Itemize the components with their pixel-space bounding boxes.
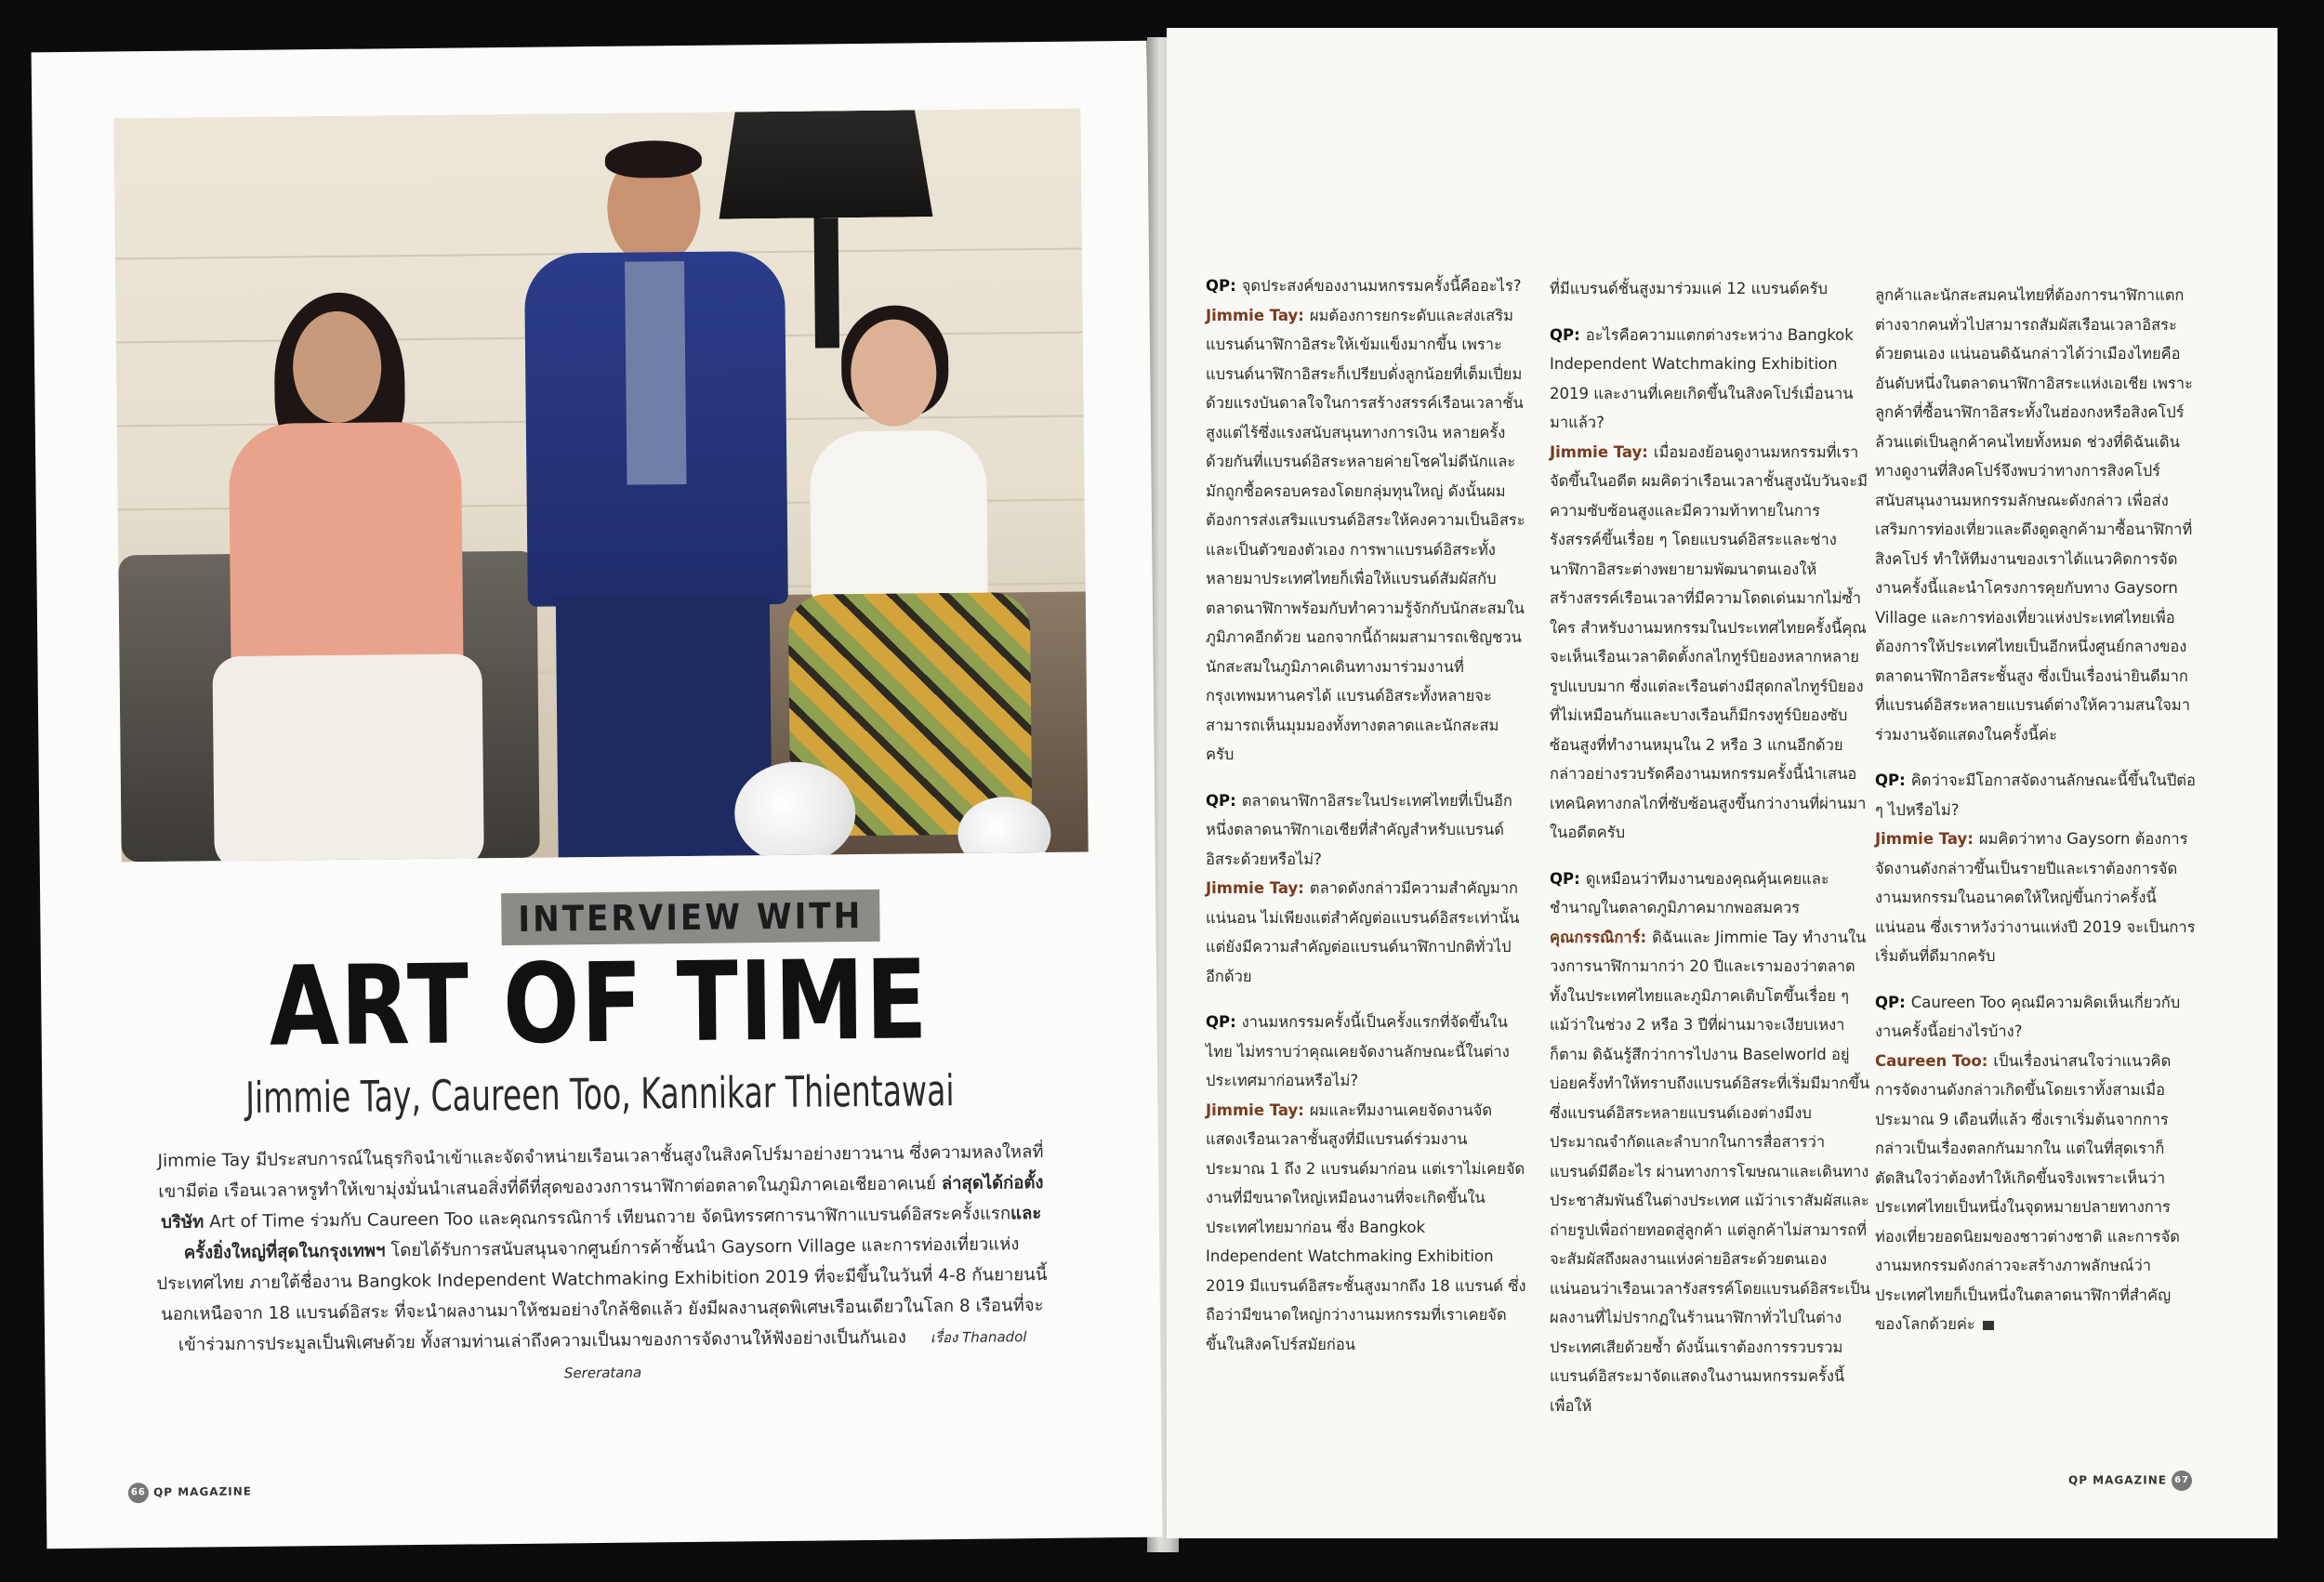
article-subtitle: Jimmie Tay, Caureen Too, Kannikar Thientawai: [244, 1064, 955, 1123]
left-folio: [128, 1482, 252, 1503]
column-2: [1550, 274, 1870, 1437]
flower-arrangement: [734, 761, 856, 862]
column-3: [1875, 281, 2196, 1356]
page-number: 67: [2172, 1470, 2192, 1491]
qa-block: QP: ตลาดนาฬิกาอิสระในประเทศไทยที่เป็นอีกหนึ่งตลาดนาฬิกาเอเชียที่สำคัญสำหรับแบรนด์อิสระด้วยหรือไม่? Jimmie Tay: ตลาดดังกล่าวมีความสำคัญมากแน่นอน ไม่เพียงแต่สำคัญต่อแบรนด์อิสระเท่านั้น แต่ยังมีความสำคัญต่อแบรนด์นาฬิกาปกติทั่วไปอีกด้วย: [1206, 791, 1520, 985]
person-1: [229, 422, 464, 676]
lamp-shade: [718, 110, 932, 218]
section-tag: INTERVIEW WITH: [501, 890, 879, 945]
qa-block: QP: งานมหกรรมครั้งนี้เป็นครั้งแรกที่จัดขึ้นในไทย ไม่ทราบว่าคุณเคยจัดงานลักษณะนี้ในต่างประเทศมาก่อนหรือไม่? Jimmie Tay: ผมและทีมงานเคยจัดงานจัดแสดงเรือนเวลาชั้นสูงที่มีแบรนด์ร่วมงานประมาณ 1 ถึง 2 แบรนด์มาก่อน แต่เราไม่เคยจัดงานที่มีขนาดใหญ่เหมือนงานที่จะเกิดขึ้นในประเทศไทยมาก่อน ซึ่ง Bangkok Independent Watchmaking Exhibition 2019 มีแบรนด์อิสระชั้นสูงมากถึง 18 แบรนด์ ซึ่งถือว่ามีขนาดใหญ่กว่างานมหกรรมที่เราเคยจัดขึ้นในสิงคโปร์สมัยก่อน: [1206, 1013, 1526, 1353]
qa-block: QP: คิดว่าจะมีโอกาสจัดงานลักษณะนี้ขึ้นในปีต่อ ๆ ไปหรือไม่? Jimmie Tay: ผมคิดว่าทาง Gaysorn ต้องการจัดงานดังกล่าวขึ้นเป็นรายปีและเราต้องการจัดงานมหกรรมในอนาคตให้ใหญ่ขึ้นกว่าครั้งนี้แน่นอน ซึ่งเราหวังว่างานแห่งปี 2019 จะเป็นการเริ่มต้นที่ดีมากครับ: [1875, 771, 2196, 965]
interview-photo: [113, 109, 1088, 863]
column-1: [1206, 271, 1526, 1376]
continued-text: ที่มีแบรนด์ชั้นสูงมาร่วมแค่ 12 แบรนด์ครับ: [1550, 280, 1828, 297]
continued-text: ลูกค้าและนักสะสมคนไทยที่ต้องการนาฬิกาแตกต่างจากคนทั่วไปสามารถสัมผัสเรือนเวลาอิสระด้วยตนเอง แน่นอนดิฉันกล่าวได้ว่าเมืองไทยคืออันดับหนึ่งในตลาดนาฬิกาอิสระแห่งเอเชีย เพราะลูกค้าที่ซื้อนาฬิกาอิสระทั้งในฮ่องกงหรือสิงคโปร์ล้วนแต่เป็นลูกค้าคนไทยทั้งหมด ช่วงที่ดิฉันเดินทางดูงานที่สิงคโปร์จึงพบว่าทางการสิงคโปร์สนับสนุนงานมหกรรมลักษณะดังกล่าว เพื่อส่งเสริมการท่องเที่ยวและดึงดูดลูกค้ามาซื้อนาฬิกาที่สิงคโปร์ ทำให้ทีมงานของเราได้แนวคิดการจัดงานครั้งนี้และนำโครงการคุยกับทาง Gaysorn Village และการท่องเที่ยวแห่งประเทศไทยเพื่อต้องการให้ประเทศไทยเป็นอีกหนึ่งศูนย์กลางของตลาดนาฬิกาอิสระชั้นสูง ซึ่งเป็นเรื่องน่ายินดีมากที่แบรนด์อิสระหลายแบรนด์ต่างให้ความสนใจมาร่วมงานจัดแสดงในครั้งนี้ค่ะ: [1875, 286, 2193, 744]
qa-block: QP: จุดประสงค์ของงานมหกรรมครั้งนี้คืออะไร? Jimmie Tay: ผมต้องการยกระดับและส่งเสริมแบรนด์นาฬิกาอิสระให้เข้มแข็งมากขึ้น เพราะแบรนด์นาฬิกาอิสระก็เปรียบดั่งลูกน้อยที่เต็มเปี่ยมด้วยแรงบันดาลใจในการสร้างสรรค์เรือนเวลาชั้นสูงแต่ไร้ซึ่งแรงสนับสนุนทางการเงิน หลายครั้งด้วยกันที่แบรนด์อิสระหลายค่ายโชคไม่ดีนักและมักถูกซื้อครอบครองโดยกลุ่มทุนใหญ่ ดังนั้นผมต้องการส่งเสริมแบรนด์อิสระให้คงความเป็นอิสระและเป็นตัวของตัวเอง การพาแบรนด์อิสระทั้งหลายมาประเทศไทยก็เพื่อให้แบรนด์สัมผัสกับตลาดนาฬิกาพร้อมกับทำความรู้จักกับนักสะสมในภูมิภาคอีกด้วย นอกจากนี้ถ้าผมสามารถเชิญชวนนักสะสมในภูมิภาคเดินทางมาร่วมงานที่กรุงเทพมหานครได้ แบรนด์อิสระทั้งหลายจะสามารถเห็นมุมมองทั้งทางตลาดและนักสะสมครับ: [1206, 277, 1525, 763]
article-title: ART OF TIME: [269, 935, 930, 1071]
magazine-name: QP MAGAZINE: [152, 1484, 253, 1499]
page-number: 66: [128, 1483, 149, 1503]
qa-block: QP: ดูเหมือนว่าทีมงานของคุณคุ้นเคยและชำนาญในตลาดภูมิภาคมากพอสมควร คุณกรรณิการ์: ดิฉันและ Jimmie Tay ทำงานในวงการนาฬิกามากว่า 20 ปีและเรามองว่าตลาดทั้งในประเทศไทยและภูมิภาคเติบโตขึ้นเรื่อย ๆ แม้ว่าในช่วง 2 หรือ 3 ปีที่ผ่านมาจะเงียบเหงาก็ตาม ดิฉันรู้สึกว่าการไปงาน Baselworld อยู่บ่อยครั้งทำให้ทราบถึงแบรนด์อิสระที่เริ่มมีมากขึ้น ซึ่งแบรนด์อิสระหลายแบรนด์เองต่างมีงบประมาณจำกัดและลำบากในการสื่อสารว่าแบรนด์มีดีอะไร ผ่านทางการโฆษณาและเดินทางประชาสัมพันธ์ในต่างประเทศ แม้ว่าเราสัมผัสและถ่ายรูปเพื่อถ่ายทอดสู่ลูกค้า แต่ลูกค้าไม่สามารถที่จะสัมผัสถึงผลงานแห่งค่ายอิสระด้วยตนเอง แน่นอนว่าเรือนเวลารังสรรค์โดยแบรนด์อิสระเป็นผลงานที่ไม่ปรากฏในร้านนาฬิกาทั่วไปในต่างประเทศเสียด้วยซ้ำ ดังนั้นเราต้องการรวบรวมแบรนด์อิสระมาจัดแสดงในงานมหกรรมครั้งนี้ เพื่อให้: [1550, 869, 1870, 1415]
end-mark-icon: [1983, 1321, 1994, 1330]
right-page: [1167, 28, 2278, 1538]
byline: เรื่อง Thanadol Sereratana: [563, 1328, 1027, 1382]
left-page: [32, 41, 1163, 1549]
person-3: [810, 430, 988, 609]
magazine-name: QP MAGAZINE: [2068, 1473, 2167, 1487]
right-folio: [2068, 1470, 2192, 1491]
intro-paragraph: Jimmie Tay มีประสบการณ์ในธุรกิจนำเข้าและจัดจำหน่ายเรือนเวลาชั้นสูงในสิงคโปร์มาอย่างยาวนาน ซึ่งความหลงใหลที่เขามีต่อ เรือนเวลาหรูทำให้เขามุ่งมั่นนำเสนอสิ่งที่ดีที่สุดของวงการนาฬิกาต่อตลาดในภูมิภาคเอเชียอาคเนย์ ล่าสุดได้ก่อตั้งบริษัท Art of Time ร่วมกับ Caureen Too และคุณกรรณิการ์ เทียนถวาย จัดนิทรรศการนาฬิกาแบรนด์อิสระครั้งแรกและครั้งยิ่งใหญ่ที่สุดในกรุงเทพฯ โดยได้รับการสนับสนุนจากศูนย์การค้าชั้นนำ Gaysorn Village และการท่องเที่ยวแห่งประเทศไทย ภายใต้ชื่องาน Bangkok Independent Watchmaking Exhibition 2019 ที่จะมีขึ้นในวันที่ 4-8 กันยายนนี้ นอกเหนือจาก 18 แบรนด์อิสระ ที่จะนำผลงานมาให้ชมอย่างใกล้ชิดแล้ว ยังมีผลงานสุดพิเศษเรือนเดียวในโลก 8 เรือนที่จะเข้าร่วมการประมูลเป็นพิเศษด้วย ทั้งสามท่านเล่าถึงความเป็นมาของการจัดงานให้ฟังอย่างเป็นกันเอง เรื่อง Thanadol Sereratana: [156, 1141, 1048, 1382]
qa-block: QP: อะไรคือความแตกต่างระหว่าง Bangkok Independent Watchmaking Exhibition 2019 และงานที่เคยเกิดขึ้นในสิงคโปร์เมื่อนานมาแล้ว? Jimmie Tay: เมื่อมองย้อนดูงานมหกรรมที่เราจัดขึ้นในอดีต ผมคิดว่าเรือนเวลาชั้นสูงนับวันจะมีความซับซ้อนสูงและมีความท้าทายในการรังสรรค์ขึ้นเรื่อย ๆ โดยแบรนด์อิสระและช่างนาฬิกาอิสระต่างพยายามพัฒนาตนเองให้สร้างสรรค์เรือนเวลาที่มีความโดดเด่นมากไม่ซ้ำใคร สำหรับงานมหกรรมในประเทศไทยครั้งนี้คุณจะเห็นเรือนเวลาติดตั้งกลไกทูร์บิยองหลากหลายรูปแบบมาก ซึ่งแต่ละเรือนต่างมีสุดกลไกทูร์บิยองที่ไม่เหมือนกันและบางเรือนก็มีกรงทูร์บิยองซับซ้อนสูงที่ทำงานหมุนใน 2 หรือ 3 แกนอีกด้วย กล่าวอย่างรวบรัดคืองานมหกรรมครั้งนี้นำเสนอเทคนิคทางกลไกที่ซับซ้อนสูงขึ้นกว่างานที่ผ่านมาในอดีตครับ: [1550, 325, 1868, 841]
lamp-stand: [814, 218, 839, 348]
qa-block: QP: Caureen Too คุณมีความคิดเห็นเกี่ยวกับงานครั้งนี้อย่างไรบ้าง? Caureen Too: เป็นเรื่องน่าสนใจว่าแนวคิดการจัดงานดังกล่าวเกิดขึ้นโดยเราทั้งสามเมื่อประมาณ 9 เดือนที่แล้ว ซึ่งเราเริ่มต้นจากการกล่าวเป็นเรื่องตลกกันมากใน แต่ในที่สุดเราก็ตัดสินใจว่าต้องทำให้เกิดขึ้นจริงเพราะเห็นว่าประเทศไทยเป็นหนึ่งในจุดหมายปลายทางการท่องเที่ยวยอดนิยมของชาวต่างชาติ และการจัดงานมหกรรมดังกล่าวจะสร้างภาพลักษณ์ว่าประเทศไทยก็เป็นหนึ่งในตลาดนาฬิกาที่สำคัญของโลกด้วยค่ะ: [1875, 993, 2181, 1333]
